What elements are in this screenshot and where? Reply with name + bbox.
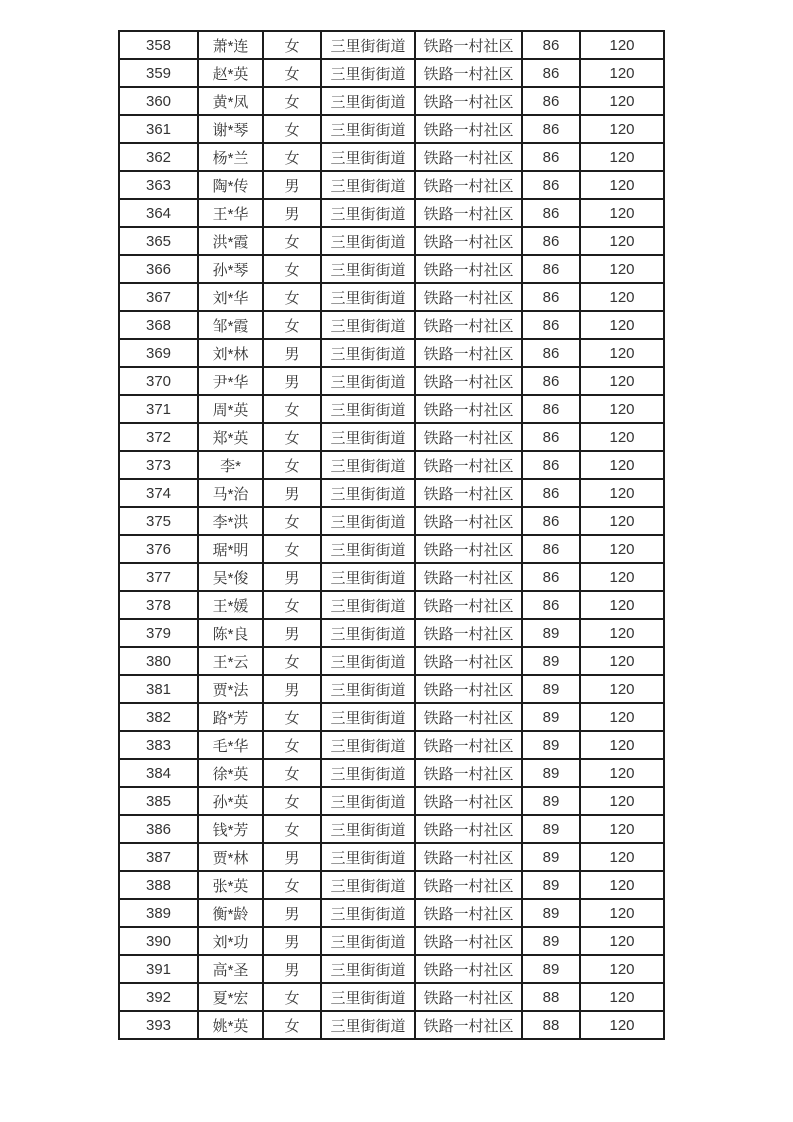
cell-score: 86	[522, 423, 580, 451]
cell-name: 马*治	[198, 479, 263, 507]
cell-name: 钱*芳	[198, 815, 263, 843]
cell-street: 三里街街道	[321, 955, 415, 983]
cell-amount: 120	[580, 59, 664, 87]
cell-serial-number: 361	[119, 115, 198, 143]
cell-name: 吴*俊	[198, 563, 263, 591]
cell-serial-number: 371	[119, 395, 198, 423]
cell-amount: 120	[580, 171, 664, 199]
cell-community: 铁路一村社区	[415, 283, 522, 311]
cell-score: 86	[522, 339, 580, 367]
cell-gender: 男	[263, 199, 321, 227]
cell-name: 王*媛	[198, 591, 263, 619]
cell-name: 李*	[198, 451, 263, 479]
table-row	[119, 59, 664, 87]
cell-score: 86	[522, 115, 580, 143]
table-row	[119, 927, 664, 955]
cell-community: 铁路一村社区	[415, 815, 522, 843]
cell-community: 铁路一村社区	[415, 535, 522, 563]
cell-community: 铁路一村社区	[415, 871, 522, 899]
cell-score: 86	[522, 451, 580, 479]
cell-serial-number: 367	[119, 283, 198, 311]
table-row	[119, 899, 664, 927]
cell-name: 赵*英	[198, 59, 263, 87]
cell-community: 铁路一村社区	[415, 339, 522, 367]
cell-gender: 女	[263, 423, 321, 451]
cell-score: 86	[522, 31, 580, 59]
cell-street: 三里街街道	[321, 703, 415, 731]
table-row	[119, 283, 664, 311]
cell-street: 三里街街道	[321, 255, 415, 283]
cell-serial-number: 388	[119, 871, 198, 899]
cell-name: 孙*英	[198, 787, 263, 815]
cell-name: 毛*华	[198, 731, 263, 759]
cell-score: 89	[522, 675, 580, 703]
cell-amount: 120	[580, 815, 664, 843]
cell-name: 徐*英	[198, 759, 263, 787]
cell-amount: 120	[580, 591, 664, 619]
table-row	[119, 171, 664, 199]
cell-name: 杨*兰	[198, 143, 263, 171]
cell-community: 铁路一村社区	[415, 675, 522, 703]
cell-gender: 男	[263, 927, 321, 955]
cell-serial-number: 365	[119, 227, 198, 255]
cell-score: 86	[522, 59, 580, 87]
cell-street: 三里街街道	[321, 675, 415, 703]
cell-score: 89	[522, 731, 580, 759]
cell-serial-number: 368	[119, 311, 198, 339]
cell-community: 铁路一村社区	[415, 983, 522, 1011]
table-row	[119, 703, 664, 731]
cell-serial-number: 384	[119, 759, 198, 787]
cell-street: 三里街街道	[321, 227, 415, 255]
cell-serial-number: 383	[119, 731, 198, 759]
cell-street: 三里街街道	[321, 283, 415, 311]
table-row	[119, 227, 664, 255]
cell-serial-number: 359	[119, 59, 198, 87]
cell-amount: 120	[580, 255, 664, 283]
cell-gender: 男	[263, 563, 321, 591]
cell-name: 夏*宏	[198, 983, 263, 1011]
cell-gender: 女	[263, 759, 321, 787]
cell-serial-number: 385	[119, 787, 198, 815]
table-row	[119, 955, 664, 983]
table-row	[119, 199, 664, 227]
cell-score: 86	[522, 535, 580, 563]
table-row	[119, 423, 664, 451]
cell-amount: 120	[580, 619, 664, 647]
cell-community: 铁路一村社区	[415, 479, 522, 507]
cell-serial-number: 391	[119, 955, 198, 983]
cell-community: 铁路一村社区	[415, 619, 522, 647]
cell-score: 86	[522, 283, 580, 311]
cell-amount: 120	[580, 479, 664, 507]
cell-serial-number: 373	[119, 451, 198, 479]
cell-amount: 120	[580, 759, 664, 787]
cell-street: 三里街街道	[321, 31, 415, 59]
table-row	[119, 1011, 664, 1039]
cell-name: 衡*龄	[198, 899, 263, 927]
cell-score: 86	[522, 395, 580, 423]
cell-amount: 120	[580, 143, 664, 171]
cell-name: 邹*霞	[198, 311, 263, 339]
cell-serial-number: 387	[119, 843, 198, 871]
cell-serial-number: 379	[119, 619, 198, 647]
cell-gender: 男	[263, 367, 321, 395]
cell-score: 89	[522, 647, 580, 675]
cell-serial-number: 363	[119, 171, 198, 199]
cell-gender: 女	[263, 395, 321, 423]
cell-serial-number: 377	[119, 563, 198, 591]
cell-community: 铁路一村社区	[415, 507, 522, 535]
cell-amount: 120	[580, 1011, 664, 1039]
table-row	[119, 619, 664, 647]
cell-community: 铁路一村社区	[415, 1011, 522, 1039]
cell-score: 89	[522, 619, 580, 647]
cell-street: 三里街街道	[321, 619, 415, 647]
cell-street: 三里街街道	[321, 1011, 415, 1039]
cell-street: 三里街街道	[321, 815, 415, 843]
cell-serial-number: 382	[119, 703, 198, 731]
cell-amount: 120	[580, 731, 664, 759]
cell-amount: 120	[580, 703, 664, 731]
cell-name: 陶*传	[198, 171, 263, 199]
cell-community: 铁路一村社区	[415, 199, 522, 227]
cell-score: 89	[522, 815, 580, 843]
table-row	[119, 759, 664, 787]
cell-amount: 120	[580, 899, 664, 927]
cell-community: 铁路一村社区	[415, 955, 522, 983]
cell-gender: 女	[263, 591, 321, 619]
cell-gender: 男	[263, 339, 321, 367]
cell-community: 铁路一村社区	[415, 115, 522, 143]
table-row	[119, 507, 664, 535]
cell-street: 三里街街道	[321, 927, 415, 955]
cell-score: 89	[522, 703, 580, 731]
cell-gender: 女	[263, 871, 321, 899]
cell-name: 郑*英	[198, 423, 263, 451]
cell-serial-number: 366	[119, 255, 198, 283]
cell-score: 89	[522, 759, 580, 787]
cell-score: 88	[522, 1011, 580, 1039]
cell-serial-number: 369	[119, 339, 198, 367]
cell-street: 三里街街道	[321, 731, 415, 759]
cell-score: 86	[522, 143, 580, 171]
cell-score: 89	[522, 843, 580, 871]
cell-serial-number: 362	[119, 143, 198, 171]
roster-table	[118, 30, 665, 1040]
cell-amount: 120	[580, 675, 664, 703]
cell-gender: 女	[263, 815, 321, 843]
table-body	[119, 31, 664, 1039]
cell-score: 89	[522, 871, 580, 899]
cell-community: 铁路一村社区	[415, 703, 522, 731]
cell-amount: 120	[580, 395, 664, 423]
table-row	[119, 143, 664, 171]
cell-gender: 女	[263, 143, 321, 171]
table-row	[119, 563, 664, 591]
cell-amount: 120	[580, 871, 664, 899]
cell-community: 铁路一村社区	[415, 843, 522, 871]
cell-gender: 男	[263, 843, 321, 871]
cell-name: 刘*林	[198, 339, 263, 367]
cell-amount: 120	[580, 367, 664, 395]
cell-community: 铁路一村社区	[415, 591, 522, 619]
cell-street: 三里街街道	[321, 535, 415, 563]
cell-community: 铁路一村社区	[415, 731, 522, 759]
table-row	[119, 983, 664, 1011]
cell-name: 李*洪	[198, 507, 263, 535]
cell-gender: 女	[263, 227, 321, 255]
cell-serial-number: 360	[119, 87, 198, 115]
cell-amount: 120	[580, 451, 664, 479]
cell-amount: 120	[580, 983, 664, 1011]
cell-name: 王*华	[198, 199, 263, 227]
cell-score: 86	[522, 367, 580, 395]
cell-community: 铁路一村社区	[415, 59, 522, 87]
cell-gender: 女	[263, 255, 321, 283]
cell-serial-number: 392	[119, 983, 198, 1011]
cell-serial-number: 358	[119, 31, 198, 59]
table-row	[119, 871, 664, 899]
table-row	[119, 367, 664, 395]
table-row	[119, 731, 664, 759]
cell-name: 黄*凤	[198, 87, 263, 115]
cell-street: 三里街街道	[321, 367, 415, 395]
cell-community: 铁路一村社区	[415, 787, 522, 815]
cell-gender: 女	[263, 787, 321, 815]
cell-score: 89	[522, 899, 580, 927]
cell-community: 铁路一村社区	[415, 647, 522, 675]
cell-serial-number: 390	[119, 927, 198, 955]
cell-amount: 120	[580, 339, 664, 367]
cell-name: 尹*华	[198, 367, 263, 395]
cell-street: 三里街街道	[321, 87, 415, 115]
cell-amount: 120	[580, 787, 664, 815]
cell-amount: 120	[580, 199, 664, 227]
cell-name: 周*英	[198, 395, 263, 423]
cell-name: 萧*连	[198, 31, 263, 59]
cell-street: 三里街街道	[321, 871, 415, 899]
table-row	[119, 311, 664, 339]
cell-gender: 男	[263, 899, 321, 927]
cell-community: 铁路一村社区	[415, 395, 522, 423]
cell-amount: 120	[580, 423, 664, 451]
cell-street: 三里街街道	[321, 199, 415, 227]
cell-street: 三里街街道	[321, 423, 415, 451]
cell-amount: 120	[580, 227, 664, 255]
table-row	[119, 843, 664, 871]
cell-name: 洪*霞	[198, 227, 263, 255]
cell-score: 89	[522, 787, 580, 815]
cell-community: 铁路一村社区	[415, 759, 522, 787]
cell-serial-number: 375	[119, 507, 198, 535]
cell-community: 铁路一村社区	[415, 87, 522, 115]
cell-community: 铁路一村社区	[415, 927, 522, 955]
cell-amount: 120	[580, 87, 664, 115]
cell-amount: 120	[580, 311, 664, 339]
cell-score: 86	[522, 591, 580, 619]
cell-street: 三里街街道	[321, 311, 415, 339]
cell-gender: 女	[263, 451, 321, 479]
cell-community: 铁路一村社区	[415, 255, 522, 283]
cell-score: 86	[522, 255, 580, 283]
cell-street: 三里街街道	[321, 983, 415, 1011]
cell-gender: 女	[263, 647, 321, 675]
cell-amount: 120	[580, 563, 664, 591]
cell-amount: 120	[580, 507, 664, 535]
cell-gender: 女	[263, 31, 321, 59]
cell-name: 王*云	[198, 647, 263, 675]
cell-gender: 男	[263, 619, 321, 647]
cell-score: 86	[522, 563, 580, 591]
table-row	[119, 591, 664, 619]
cell-gender: 男	[263, 479, 321, 507]
cell-name: 孙*琴	[198, 255, 263, 283]
cell-street: 三里街街道	[321, 115, 415, 143]
cell-serial-number: 378	[119, 591, 198, 619]
cell-community: 铁路一村社区	[415, 31, 522, 59]
cell-street: 三里街街道	[321, 507, 415, 535]
cell-score: 89	[522, 955, 580, 983]
cell-serial-number: 376	[119, 535, 198, 563]
cell-gender: 女	[263, 507, 321, 535]
table-row	[119, 451, 664, 479]
cell-street: 三里街街道	[321, 395, 415, 423]
cell-street: 三里街街道	[321, 171, 415, 199]
table-row	[119, 115, 664, 143]
cell-amount: 120	[580, 955, 664, 983]
cell-street: 三里街街道	[321, 759, 415, 787]
cell-community: 铁路一村社区	[415, 311, 522, 339]
cell-street: 三里街街道	[321, 899, 415, 927]
table-row	[119, 675, 664, 703]
cell-amount: 120	[580, 927, 664, 955]
cell-score: 86	[522, 227, 580, 255]
cell-street: 三里街街道	[321, 143, 415, 171]
cell-community: 铁路一村社区	[415, 227, 522, 255]
cell-name: 谢*琴	[198, 115, 263, 143]
cell-amount: 120	[580, 647, 664, 675]
cell-score: 89	[522, 927, 580, 955]
cell-serial-number: 374	[119, 479, 198, 507]
cell-score: 86	[522, 507, 580, 535]
cell-name: 路*芳	[198, 703, 263, 731]
table-row	[119, 339, 664, 367]
cell-amount: 120	[580, 843, 664, 871]
cell-score: 88	[522, 983, 580, 1011]
cell-street: 三里街街道	[321, 339, 415, 367]
cell-name: 刘*功	[198, 927, 263, 955]
cell-gender: 男	[263, 171, 321, 199]
cell-serial-number: 364	[119, 199, 198, 227]
cell-community: 铁路一村社区	[415, 367, 522, 395]
cell-score: 86	[522, 311, 580, 339]
table-row	[119, 647, 664, 675]
cell-gender: 女	[263, 311, 321, 339]
cell-serial-number: 389	[119, 899, 198, 927]
cell-gender: 女	[263, 535, 321, 563]
cell-serial-number: 372	[119, 423, 198, 451]
cell-street: 三里街街道	[321, 479, 415, 507]
cell-amount: 120	[580, 115, 664, 143]
cell-gender: 男	[263, 955, 321, 983]
cell-street: 三里街街道	[321, 59, 415, 87]
cell-score: 86	[522, 199, 580, 227]
cell-street: 三里街街道	[321, 591, 415, 619]
cell-gender: 女	[263, 87, 321, 115]
cell-gender: 女	[263, 283, 321, 311]
cell-street: 三里街街道	[321, 787, 415, 815]
cell-community: 铁路一村社区	[415, 451, 522, 479]
cell-serial-number: 380	[119, 647, 198, 675]
cell-gender: 女	[263, 983, 321, 1011]
cell-community: 铁路一村社区	[415, 423, 522, 451]
cell-serial-number: 381	[119, 675, 198, 703]
table-row	[119, 535, 664, 563]
cell-score: 86	[522, 171, 580, 199]
cell-score: 86	[522, 87, 580, 115]
cell-name: 高*圣	[198, 955, 263, 983]
table-row	[119, 255, 664, 283]
cell-serial-number: 393	[119, 1011, 198, 1039]
cell-gender: 女	[263, 731, 321, 759]
cell-amount: 120	[580, 283, 664, 311]
cell-name: 贾*法	[198, 675, 263, 703]
table-row	[119, 787, 664, 815]
cell-community: 铁路一村社区	[415, 143, 522, 171]
cell-street: 三里街街道	[321, 843, 415, 871]
cell-community: 铁路一村社区	[415, 171, 522, 199]
cell-name: 张*英	[198, 871, 263, 899]
cell-name: 陈*良	[198, 619, 263, 647]
cell-gender: 女	[263, 703, 321, 731]
table-row	[119, 815, 664, 843]
cell-name: 贾*林	[198, 843, 263, 871]
cell-amount: 120	[580, 535, 664, 563]
cell-serial-number: 386	[119, 815, 198, 843]
cell-community: 铁路一村社区	[415, 563, 522, 591]
table-row	[119, 31, 664, 59]
cell-street: 三里街街道	[321, 451, 415, 479]
table-row	[119, 395, 664, 423]
cell-serial-number: 370	[119, 367, 198, 395]
cell-name: 姚*英	[198, 1011, 263, 1039]
cell-street: 三里街街道	[321, 563, 415, 591]
cell-community: 铁路一村社区	[415, 899, 522, 927]
table-row	[119, 479, 664, 507]
cell-score: 86	[522, 479, 580, 507]
cell-gender: 女	[263, 115, 321, 143]
cell-name: 琚*明	[198, 535, 263, 563]
cell-gender: 男	[263, 675, 321, 703]
cell-name: 刘*华	[198, 283, 263, 311]
cell-street: 三里街街道	[321, 647, 415, 675]
table-row	[119, 87, 664, 115]
cell-gender: 女	[263, 1011, 321, 1039]
cell-gender: 女	[263, 59, 321, 87]
cell-amount: 120	[580, 31, 664, 59]
